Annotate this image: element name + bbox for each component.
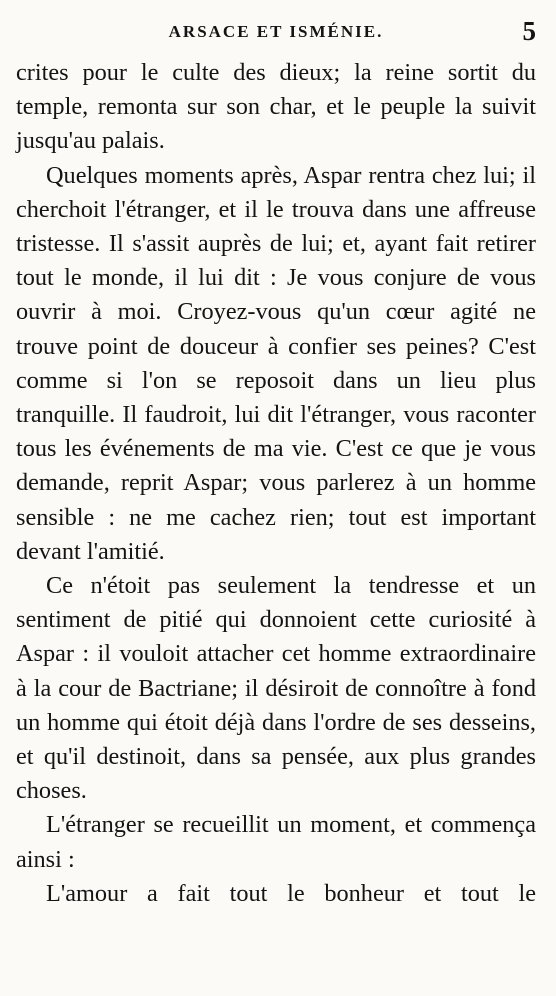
page-header — [16, 18, 536, 56]
paragraph-narration-start: L'amour a fait tout le bonheur et tout le — [46, 879, 536, 907]
paragraph-aspar-returns: Quelques moments après, Aspar rentra chez lui; il cherchoit l'étranger, et il le trouva dans une affreuse tristesse. Il s'assit auprès de lui; et, ayant fait retirer tout le monde, il lui dit : Je vous conjure de vous ouvrir à moi. Croyez-vous qu'un cœur agité ne trouve point de douceur à confier ses peines? C'est comme si l'on se reposoit dans un lieu plus tranquille. Il faudroit, lui dit l'étranger, vous raconter tous les événements de ma vie. C'est ce que je vous demande, reprit Aspar; vous parlerez à un homme sensible : ne me cachez rien; tout est important devant l'amitié. — [16, 161, 536, 565]
paragraph-curiosity: Ce n'étoit pas seulement la tendresse et un sentiment de pitié qui donnoient cette curiosité à Aspar : il vouloit attacher cet homme extraordinaire à la cour de Bactriane; il désiroit de connoître à fond un homme qui étoit déjà dans l'ordre de ses desseins, et qu'il destinoit, dans sa pensée, aux plus grandes choses. — [16, 572, 536, 805]
paragraph-continued: crites pour le culte des dieux; la reine sortit du temple, remonta sur son char, et le peuple la suivit jusqu'au palais. — [16, 59, 536, 155]
paragraph-stranger-begins: L'étranger se recueillit un moment, et commença ainsi : — [16, 811, 536, 873]
page-number: 5 — [522, 16, 536, 46]
running-title: ARSACE ET ISMÉNIE. — [168, 22, 384, 41]
body-text — [16, 56, 536, 911]
